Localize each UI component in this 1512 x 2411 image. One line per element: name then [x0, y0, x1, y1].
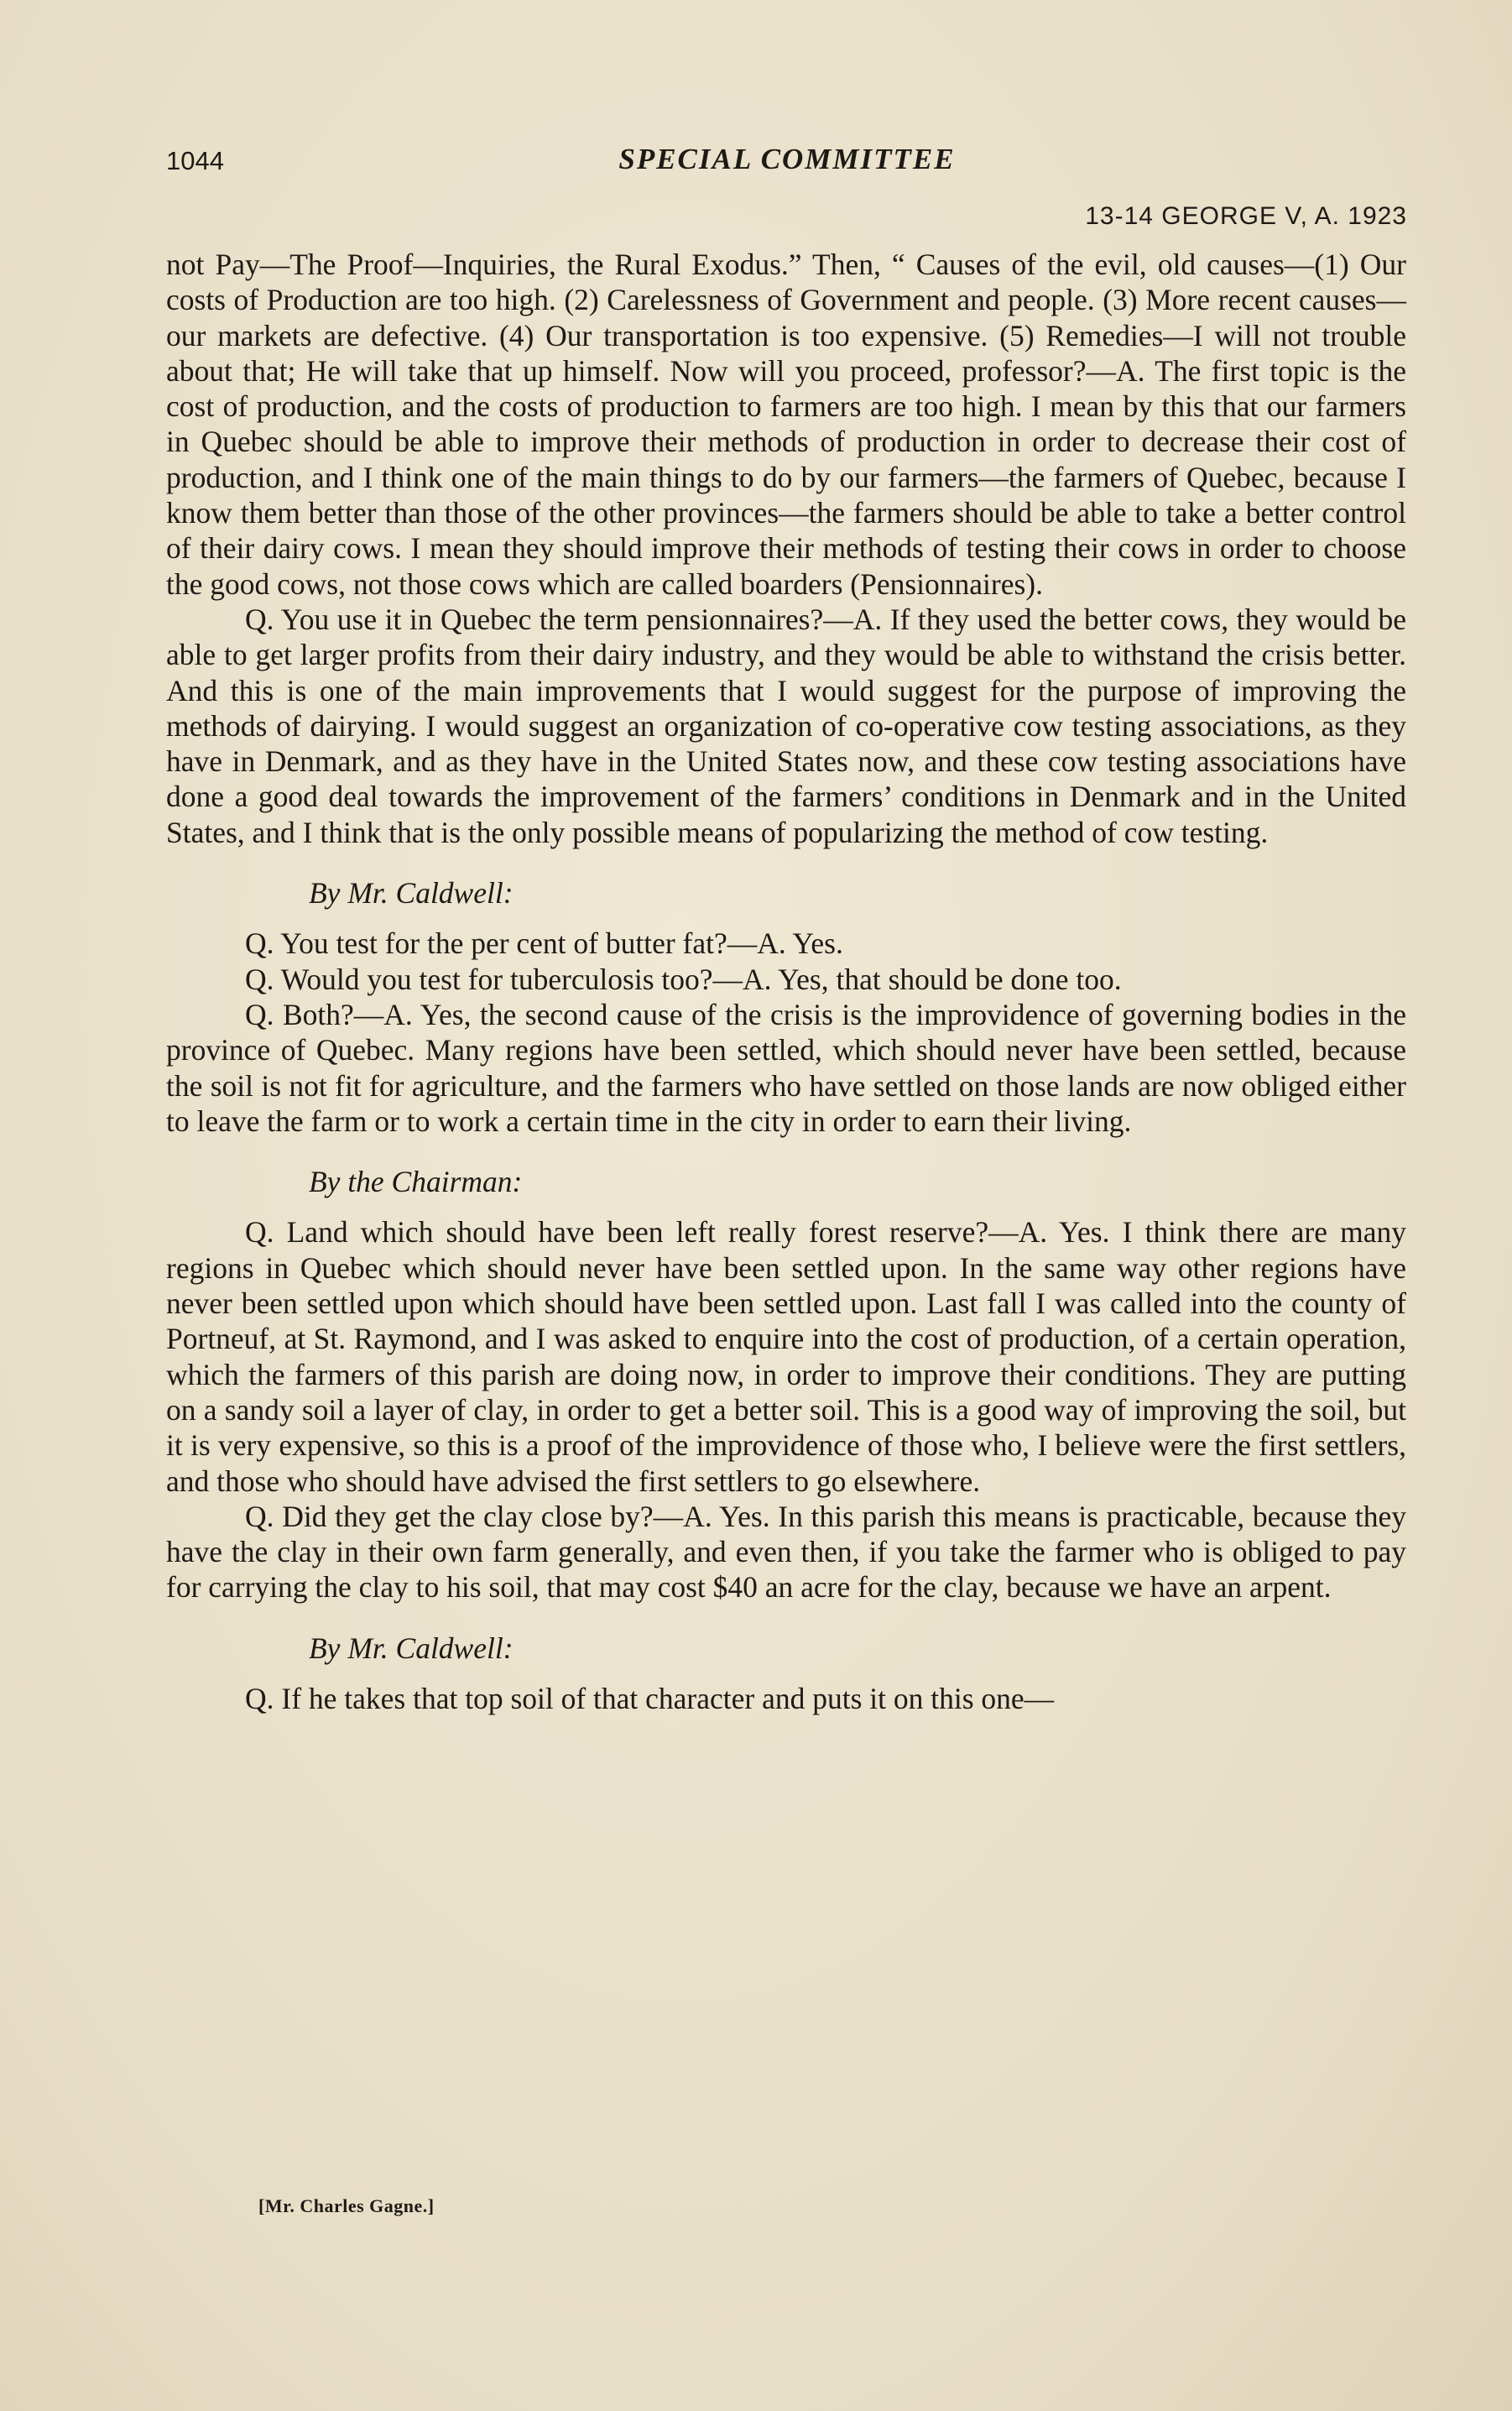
body-text	[166, 247, 1406, 1716]
running-title: SPECIAL COMMITTEE	[618, 143, 956, 175]
paragraph: Q. Would you test for tuberculosis too?—A. Yes, that should be done too.	[245, 962, 1122, 996]
witness-footnote: [Mr. Charles Gagne.]	[258, 2195, 435, 2216]
paragraph: Q. Both?—A. Yes, the second cause of the crisis is the improvidence of governing bodies in the province of Quebec. Many regions have been settled, which should never have been settled, because the soil is not fit for agriculture, and the farmers who have settled on those lands are now obliged either to leave the farm or to work a certain time in the city in order to earn their living.	[166, 997, 1406, 1138]
page-header	[166, 143, 1408, 185]
paragraph: Q. You test for the per cent of butter fat?—A. Yes.	[245, 926, 843, 961]
session-label: 13-14 GEORGE V, A. 1923	[1085, 202, 1407, 230]
speaker-heading: By Mr. Caldwell:	[309, 1631, 514, 1665]
paragraph: not Pay—The Proof—Inquiries, the Rural Exodus.” Then, “ Causes of the evil, old causes—(1) Our costs of Production are too high. (2) Carelessness of Government and people. (3) More recent causes—our markets are defective. (4) Our transportation is too expensive. (5) Remedies—I will not trouble about that; He will take that up himself. Now will you proceed, professor?—A. The first topic is the cost of production, and the costs of production to farmers are too high. I mean by this that our farmers in Quebec should be able to improve their methods of production in order to decrease their cost of production, and I think one of the main things to do by our farmers—the farmers of Quebec, because I know them better than those of the other provinces—the farmers should be able to take a better control of their dairy cows. I mean they should improve their methods of testing their cows in order to choose the good cows, not those cows which are called boarders (Pensionnaires).	[166, 248, 1406, 601]
paragraph: Q. You use it in Quebec the term pensionnaires?—A. If they used the better cows, they would be able to get larger profits from their dairy industry, and they would be able to withstand the crisis better. And this is one of the main improvements that I would suggest for the purpose of improving the methods of dairying. I would suggest an organization of co-operative cow testing associations, as they have in Denmark, and as they have in the United States now, and these cow testing associations have done a good deal towards the improvement of the farmers’ conditions in Denmark and in the United States, and I think that is the only possible means of popularizing the method of cow testing.	[166, 602, 1406, 849]
speaker-heading: By Mr. Caldwell:	[309, 876, 514, 911]
paragraph: Q. Did they get the clay close by?—A. Yes. In this parish this means is practicable, because they have the clay in their own farm generally, and even then, if you take the farmer who is obliged to pay for carrying the clay to his soil, that may cost $40 an acre for the clay, because we have an arpent.	[166, 1499, 1406, 1605]
speaker-heading: By the Chairman:	[309, 1165, 523, 1199]
paragraph: Q. Land which should have been left really forest reserve?—A. Yes. I think there are many regions in Quebec which should never have been settled upon. In the same way other regions have never been settled upon which should have been settled upon. Last fall I was called into the county of Portneuf, at St. Raymond, and I was asked to enquire into the cost of production, of a certain operation, which the farmers of this parish are doing now, in order to improve their conditions. They are putting on a sandy soil a layer of clay, in order to get a better soil. This is a good way of improving the soil, but it is very expensive, so this is a proof of the improvidence of those who, I believe were the first settlers, and those who should have advised the first settlers to go elsewhere.	[166, 1215, 1406, 1498]
page-number: 1044	[166, 146, 224, 175]
paragraph: Q. If he takes that top soil of that character and puts it on this one—	[245, 1681, 1055, 1715]
